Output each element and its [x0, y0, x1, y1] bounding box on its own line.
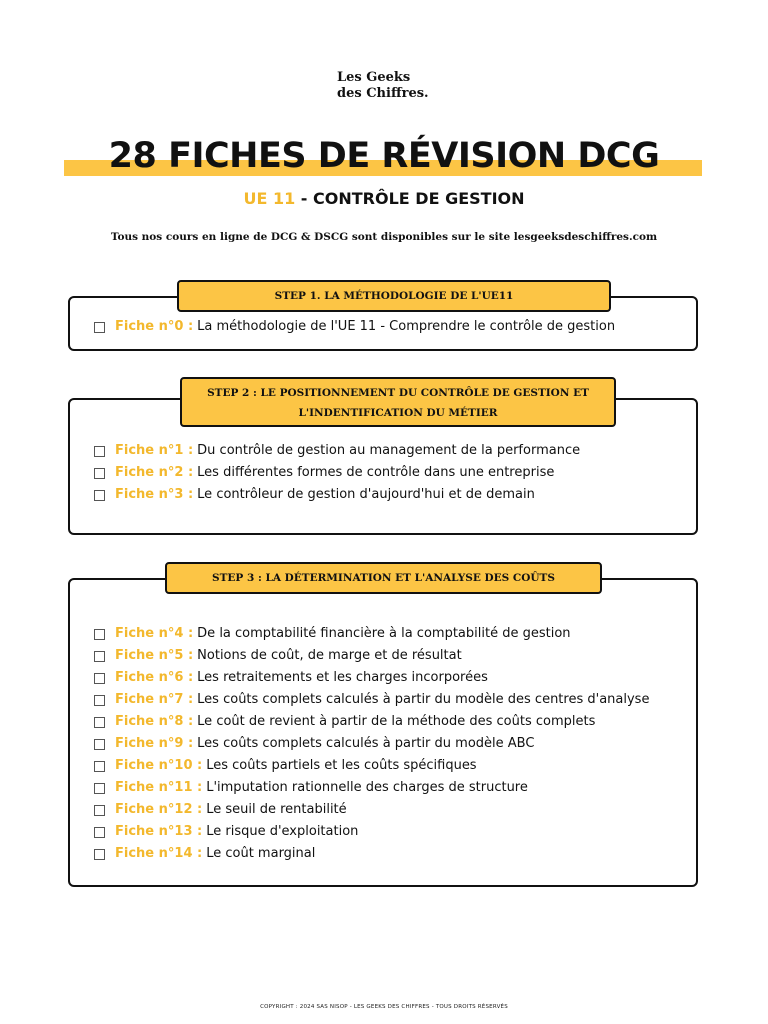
- list-item[interactable]: [94, 669, 488, 687]
- subtitle-ue: UE 11: [243, 189, 296, 208]
- list-item[interactable]: [94, 735, 534, 753]
- fiche-number: Fiche n°6 :: [115, 670, 194, 685]
- fiche-number: Fiche n°14 :: [115, 846, 203, 861]
- fiche-title: La méthodologie de l'UE 11 - Comprendre le contrôle de gestion: [197, 319, 616, 334]
- fiche-number: Fiche n°13 :: [115, 824, 203, 839]
- fiche-number: Fiche n°8 :: [115, 714, 194, 729]
- checkbox-icon[interactable]: [94, 739, 105, 750]
- checkbox-icon[interactable]: [94, 490, 105, 501]
- fiche-title: L'imputation rationnelle des charges de structure: [206, 780, 528, 795]
- list-item[interactable]: [94, 823, 358, 841]
- list-item[interactable]: [94, 647, 462, 665]
- checkbox-icon[interactable]: [94, 651, 105, 662]
- copyright-footer: COPYRIGHT : 2024 SAS NISOP - LES GEEKS DES CHIFFRES - TOUS DROITS RÉSERVÉS: [260, 1004, 508, 1010]
- checkbox-icon[interactable]: [94, 629, 105, 640]
- fiche-number: Fiche n°3 :: [115, 487, 194, 502]
- list-item[interactable]: [94, 779, 528, 797]
- brand-line-2: des Chiffres.: [337, 86, 429, 101]
- fiche-title: Le seuil de rentabilité: [206, 802, 347, 817]
- checkbox-icon[interactable]: [94, 322, 105, 333]
- list-item[interactable]: [94, 486, 535, 504]
- fiche-title: De la comptabilité financière à la comptabilité de gestion: [197, 626, 571, 641]
- step-1-label: STEP 1. LA MÉTHODOLOGIE DE L'UE11: [177, 280, 611, 312]
- list-item[interactable]: [94, 713, 595, 731]
- fiche-title: Les retraitements et les charges incorporées: [197, 670, 488, 685]
- list-item[interactable]: [94, 318, 615, 336]
- fiche-title: Le contrôleur de gestion d'aujourd'hui et de demain: [197, 487, 535, 502]
- brand-line-1: Les Geeks: [337, 70, 411, 85]
- checkbox-icon[interactable]: [94, 717, 105, 728]
- title-block: [64, 130, 704, 180]
- subtitle-rest: - CONTRÔLE DE GESTION: [295, 189, 525, 208]
- list-item[interactable]: [94, 845, 315, 863]
- fiche-number: Fiche n°2 :: [115, 465, 194, 480]
- fiche-title: Les différentes formes de contrôle dans une entreprise: [197, 465, 555, 480]
- page-title: 28 FICHES DE RÉVISION DCG: [108, 136, 660, 176]
- fiche-title: Le risque d'exploitation: [206, 824, 359, 839]
- step-2-label-line-1: STEP 2 : LE POSITIONNEMENT DU CONTRÔLE DE GESTION ET: [207, 387, 589, 399]
- checkbox-icon[interactable]: [94, 849, 105, 860]
- checkbox-icon[interactable]: [94, 761, 105, 772]
- fiche-title: Les coûts partiels et les coûts spécifiques: [206, 758, 477, 773]
- checkbox-icon[interactable]: [94, 446, 105, 457]
- step-2-label-line-2: L'INDENTIFICATION DU MÉTIER: [298, 407, 498, 419]
- fiche-number: Fiche n°10 :: [115, 758, 203, 773]
- list-item[interactable]: [94, 757, 477, 775]
- fiche-title: Notions de coût, de marge et de résultat: [197, 648, 462, 663]
- fiche-number: Fiche n°1 :: [115, 443, 194, 458]
- checkbox-icon[interactable]: [94, 783, 105, 794]
- list-item[interactable]: [94, 625, 571, 643]
- fiche-title: Les coûts complets calculés à partir du modèle ABC: [197, 736, 535, 751]
- checkbox-icon[interactable]: [94, 827, 105, 838]
- list-item[interactable]: [94, 464, 554, 482]
- fiche-number: Fiche n°0 :: [115, 319, 194, 334]
- fiche-number: Fiche n°9 :: [115, 736, 194, 751]
- brand-logo: [337, 70, 429, 102]
- checkbox-icon[interactable]: [94, 673, 105, 684]
- fiche-title: Les coûts complets calculés à partir du modèle des centres d'analyse: [197, 692, 650, 707]
- list-item[interactable]: [94, 801, 347, 819]
- fiche-number: Fiche n°7 :: [115, 692, 194, 707]
- fiche-title: Du contrôle de gestion au management de la performance: [197, 443, 581, 458]
- list-item[interactable]: [94, 442, 580, 460]
- fiche-number: Fiche n°4 :: [115, 626, 194, 641]
- fiche-number: Fiche n°12 :: [115, 802, 203, 817]
- checkbox-icon[interactable]: [94, 695, 105, 706]
- checkbox-icon[interactable]: [94, 468, 105, 479]
- fiche-title: Le coût de revient à partir de la méthode des coûts complets: [197, 714, 596, 729]
- fiche-number: Fiche n°11 :: [115, 780, 203, 795]
- subtitle: [0, 189, 768, 208]
- fiche-title: Le coût marginal: [206, 846, 316, 861]
- step-2-label: [180, 377, 616, 427]
- intro-text: Tous nos cours en ligne de DCG & DSCG sont disponibles sur le site lesgeeksdeschiffres.com: [110, 231, 658, 243]
- fiche-number: Fiche n°5 :: [115, 648, 194, 663]
- checkbox-icon[interactable]: [94, 805, 105, 816]
- list-item[interactable]: [94, 691, 649, 709]
- step-3-label: STEP 3 : LA DÉTERMINATION ET L'ANALYSE DES COÛTS: [165, 562, 602, 594]
